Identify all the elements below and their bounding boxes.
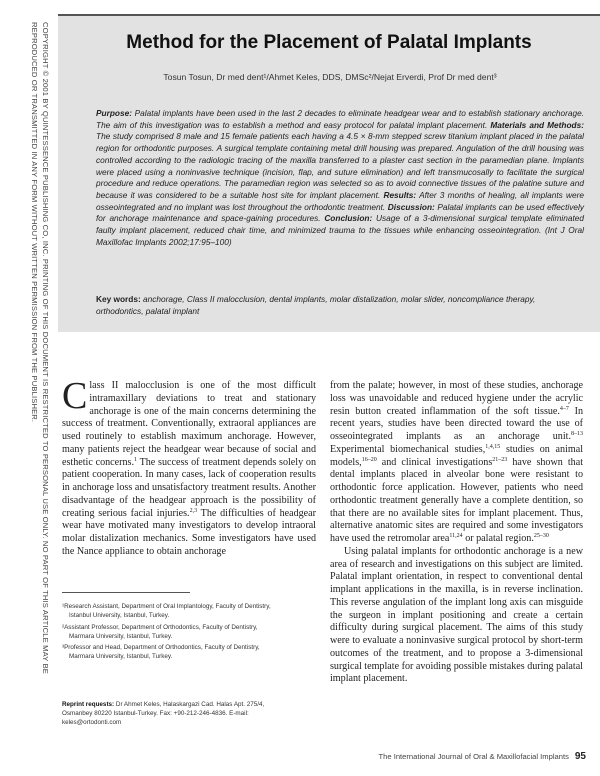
page-number: 95: [574, 751, 586, 762]
copyright-line-2: REPRODUCED OR TRANSMITTED IN ANY FORM WITHOUT WRITTEN PERMISSION FROM THE PUBLISHER.: [30, 22, 40, 423]
article-title: Method for the Placement of Palatal Implants: [126, 32, 532, 53]
reprint-requests: [62, 700, 278, 728]
body-paragraph-aims: Using palatal implants for orthodontic anchorage is a new area of research and investigations on this subject are limited. Palatal implant orientation, in respect to conventional dental implant applications in the maxilla, is in reverse inclination. This reverse angulation of the implant long axis can misguide the surgeon in implant positioning and create a certain difficulty during surgical placement. The aims of this study were to evaluate a noninvasive surgical protocol by short-term outcomes of the treatment, and to propose a 3-dimensional surgical template for avoiding possible mistakes during palatal implant placement.: [330, 545, 583, 685]
methods-text: The study comprised 8 male and 15 female patients each having a 4.5 × 8-mm stepped screw titanium implant placed in the palatal region for orthodontic purposes. A surgical template containing metal drill housing was prepared. Angulation of the drill housing was controlled according to the radiologic tracing of the maxilla transferred to a plaster cast section in the paramedian plane. Implants were placed using a noninvasive technique (incision, flap, and suture elimination) and left transmucosally to facilitate the surgical procedure and reduce operations. The paramedian region was selected so as to avoid connective tissues of the palatine suture and because it was considered to be a suitable host site for implant placement.: [96, 131, 584, 200]
copyright-notice: [6, 22, 50, 762]
results-label: Results:: [383, 189, 417, 200]
reprint-label: Reprint requests:: [62, 701, 115, 708]
conclusion-label: Conclusion:: [324, 213, 373, 224]
copyright-line-1: COPYRIGHT © 2001 BY QUINTESSENCE PUBLISHING CO, INC. PRINTING OF THIS DOCUMENT IS RESTRICTED TO PERSONAL USE ONLY. NO PART OF THIS ARTICLE MAY BE: [41, 22, 50, 674]
footnote-item: ³Professor and Head, Department of Orthodontics, Faculty of Dentistry, Marmara University, Istanbul, Turkey.: [62, 644, 260, 661]
header-rule: [58, 14, 600, 16]
page-footer: [300, 751, 586, 762]
purpose-text: Palatal implants have been used in the last 2 decades to eliminate headgear wear and to establish stationary anchorage. The aim of this investigation was to establish a method and easy protocol for palatal implant placement.: [96, 108, 584, 130]
citation-ref: 21–23: [492, 456, 508, 463]
purpose-label: Purpose:: [96, 108, 132, 118]
footnote-item: ¹Research Assistant, Department of Oral Implantology, Faculty of Dentistry, Istanbul University, Istanbul, Turkey.: [62, 603, 271, 620]
citation-ref: 1,4,15: [485, 443, 501, 450]
results-text: After 3 months of healing, all implants were osseointegrated and no implant was lost throughout the orthodontic treatment.: [96, 189, 584, 212]
discussion-label: Discussion:: [387, 201, 435, 212]
author-footnotes: [62, 602, 276, 664]
body-column-left: [62, 375, 316, 559]
keywords-label: Key words:: [96, 294, 141, 304]
abstract: [96, 108, 584, 248]
keywords-list: anchorage, Class II malocclusion, dental implants, molar distalization, molar slider, noncompliance therapy, orthodontics, palatal implant: [96, 294, 536, 316]
citation-ref: 1: [134, 456, 137, 463]
intro-text-2: The success of treatment depends solely on patient cooperation. In many cases, lack of cooperation results in anchorage loss and unsatisfactory treatment results. Another disadvantage of the headgear approach is the possibility of creating serious facial injuries.: [62, 456, 316, 519]
body-text: from the palate; however, in most of these studies, anchorage loss was unavoidable and reduced hygiene under the acrylic resin button created inflammation of the soft tissue.: [330, 380, 583, 417]
intro-text-3: The difficulties of headgear wear have motivated many investigators to develop intraoral molar distalization mechanics. Some investigators have used the Nance appliance to obtain anchorage: [62, 507, 316, 557]
body-text: or palatal region.: [462, 533, 534, 544]
intro-text-1: lass II malocclusion is one of the most difficult intramaxillary deviations to treat and stationary anchorage is one of the main concerns determining the success of treatment. Conventionally, extraoral appliances are used routinely to establish maximum anchorage. However, many patients reject the headgear wear because of social and esthetic concerns.: [62, 380, 316, 468]
author-line: Tosun Tosun, Dr med dent¹/Ahmet Keles, DDS, DMSc²/Nejat Erverdi, Prof Dr med dent³: [163, 72, 497, 82]
citation-ref: 8–13: [571, 431, 583, 437]
copyright-sidebar: [8, 22, 52, 762]
journal-name: The International Journal of Oral & Maxillofacial Implants: [378, 752, 569, 761]
body-column-right: [330, 380, 583, 686]
conclusion-text: Usage of a 3-dimensional surgical template eliminated faulty implant placement, reduced chair time, and minimized trauma to the tissues while enhancing osseointegration.: [96, 213, 584, 236]
citation-ref: 11,24: [449, 533, 463, 539]
citation-ref: 2,3: [189, 507, 198, 514]
discussion-text: Palatal implants can be used effectively for anchorage maintenance and space-gaining procedures.: [96, 201, 584, 224]
body-text: have shown that dental implants placed in alveolar bone were resistant to orthodontic force application. However, patients who need orthodontic treatment generally have a complete dentition, so that there are no available sites for implant placement. Thus, alternative anatomic sites are required and some investigators have used the retromolar area: [330, 456, 584, 544]
body-text: Experimental biomechanical studies,: [330, 443, 486, 455]
body-text: In recent years, studies have been directed toward the use of osseointegrated implants as an anchorage unit.: [330, 405, 583, 442]
keywords: [96, 294, 584, 317]
footnote-divider: [62, 592, 190, 593]
journal-citation: (Int J Oral Maxillofac Implants 2002;17:95–100): [96, 225, 584, 247]
methods-label: Materials and Methods:: [490, 119, 584, 130]
footnote-item: ²Assistant Professor, Department of Orthodontics, Faculty of Dentistry, Marmara University, Istanbul, Turkey.: [62, 623, 258, 640]
reprint-address: Dr Ahmet Keles, Halaskargazi Cad. Halas Apt. 275/4, Osmanbey 80220 Istanbul-Turkey. Fax: +90-212-246-4836. E-mail: keles@ortodonti.com: [62, 701, 265, 727]
body-text: and clinical investigations: [376, 456, 493, 468]
citation-ref: 4–7: [559, 405, 569, 412]
drop-cap: C: [62, 375, 88, 417]
citation-ref: 25–30: [533, 533, 549, 539]
body-text: studies on animal models,: [330, 443, 583, 468]
citation-ref: 16–20: [361, 456, 377, 463]
